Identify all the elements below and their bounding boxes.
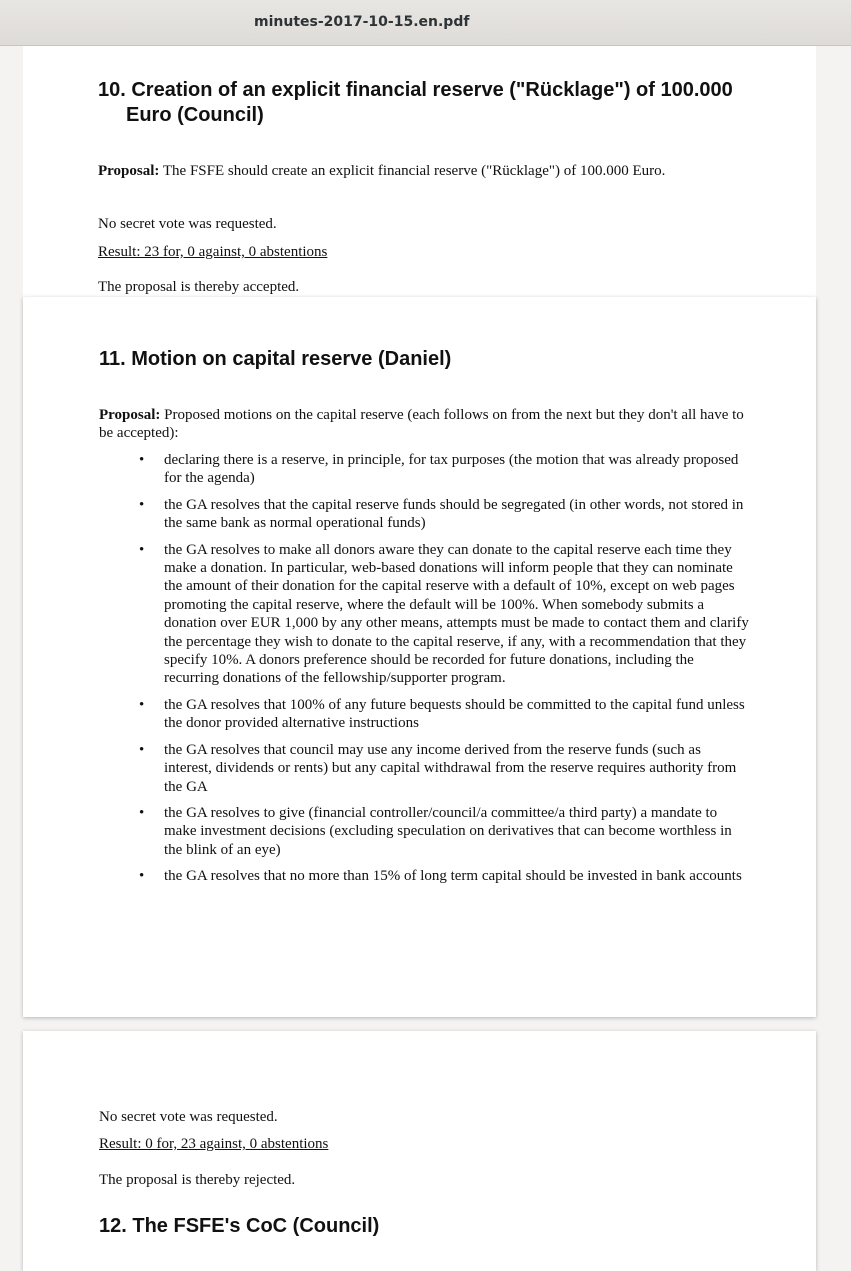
outcome-block	[98, 278, 743, 296]
list-item-text: the GA resolves that the capital reserve funds should be segregated (in other words, not stored in the same bank as normal operational funds)	[164, 496, 744, 532]
proposal-paragraph	[98, 162, 743, 180]
bullet-icon: •	[139, 804, 145, 821]
result-block	[99, 1135, 744, 1153]
list-item	[99, 804, 749, 859]
pdf-page	[23, 1031, 816, 1271]
list-item-text: the GA resolves that 100% of any future bequests should be committed to the capital fund unless the donor provided alternative instructions	[164, 696, 745, 732]
motion-list	[99, 451, 749, 894]
proposal-text: The FSFE should create an explicit financial reserve ("Rücklage") of 100.000 Euro.	[159, 163, 666, 179]
bullet-icon: •	[139, 541, 145, 558]
bullet-icon: •	[139, 741, 145, 758]
proposal-label: Proposal:	[99, 407, 161, 423]
result-text: Result: 23 for, 0 against, 0 abstentions	[98, 244, 328, 260]
list-item-text: the GA resolves that council may use any income derived from the reserve funds (such as interest, dividends or rents) but any capital withdrawal from the reserve requires authority from the GA	[164, 741, 737, 795]
vote-text: No secret vote was requested.	[98, 216, 277, 232]
list-item	[99, 496, 749, 533]
outcome-text: The proposal is thereby accepted.	[98, 279, 300, 295]
result-block	[98, 243, 743, 261]
list-item-text: the GA resolves to make all donors aware they can donate to the capital reserve each time they make a donation. In particular, web-based donations will inform people that they can nominate the amount of their donation for the capital reserve with a default of 10%, except on web pages promoting the capital reserve, where the default will be 100%. When somebody submits a donation over EUR 1,000 by any other means, attempts must be made to contact them and clarify the percentage they wish to donate to the capital reserve, if any, with a recommendation that they specify 10%. A donors preference should be recorded for future donations, including the recurring donations of the fellowship/supporter program.	[164, 541, 749, 687]
pdf-page	[23, 46, 816, 297]
outcome-text: The proposal is thereby rejected.	[99, 1172, 296, 1188]
section-12	[99, 1214, 744, 1239]
list-item	[99, 541, 749, 688]
bullet-icon: •	[139, 868, 145, 885]
proposal-label: Proposal:	[98, 163, 160, 179]
bullet-icon: •	[139, 452, 145, 468]
list-item	[99, 741, 749, 796]
proposal-paragraph	[99, 406, 744, 442]
bullet-icon: •	[139, 496, 145, 513]
bullet-icon: •	[139, 696, 145, 713]
section-heading: 11. Motion on capital reserve (Daniel)	[99, 348, 452, 370]
list-item-text: declaring there is a reserve, in principle, for tax purposes (the motion that was already proposed for the agenda)	[164, 452, 739, 487]
list-item-text: the GA resolves to give (financial controller/council/a committee/a third party) a mandate to make investment decisions (excluding speculation on derivatives that can become worthless in the blink of an eye)	[164, 804, 732, 858]
vote-block	[99, 1108, 744, 1126]
vote-block	[98, 215, 743, 233]
list-item	[99, 451, 749, 488]
proposal-text: Proposed motions on the capital reserve (each follows on from the next but they don't all have to be accepted):	[99, 407, 744, 441]
section-10	[98, 78, 743, 128]
list-item-text: the GA resolves that no more than 15% of long term capital should be invested in bank accounts	[164, 868, 742, 885]
result-text: Result: 0 for, 23 against, 0 abstentions	[99, 1136, 329, 1152]
vote-text: No secret vote was requested.	[99, 1109, 278, 1125]
outcome-block	[99, 1171, 744, 1189]
section-heading: 12. The FSFE's CoC (Council)	[99, 1215, 380, 1237]
section-heading: 10. Creation of an explicit financial reserve ("Rücklage") of 100.000 Euro (Council)	[98, 79, 733, 126]
window-titlebar	[0, 0, 851, 46]
pdf-page	[23, 297, 816, 1017]
list-item	[99, 696, 749, 733]
list-item	[99, 867, 749, 885]
section-11	[99, 347, 744, 372]
document-title: minutes-2017-10-15.en.pdf	[254, 14, 470, 30]
